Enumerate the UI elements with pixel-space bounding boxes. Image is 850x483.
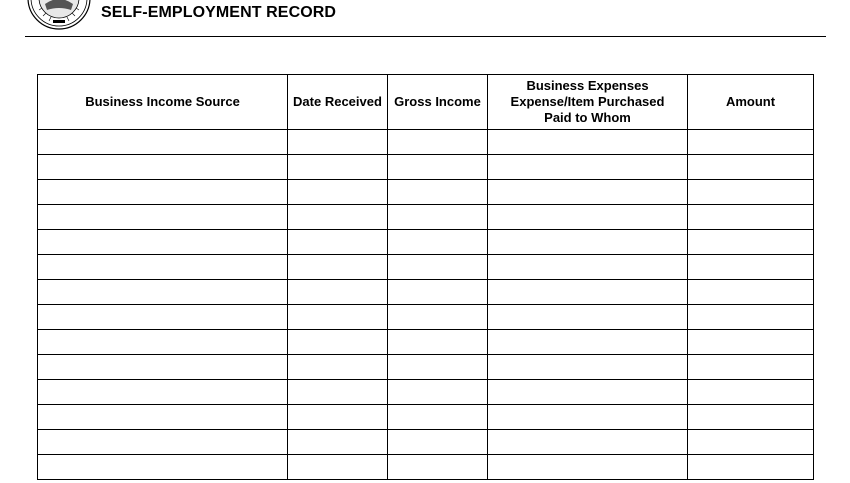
cell-input[interactable]	[688, 455, 813, 479]
cell-input[interactable]	[688, 130, 813, 154]
cell-input[interactable]	[288, 430, 387, 454]
cell-input[interactable]	[38, 430, 287, 454]
cell-input[interactable]	[488, 330, 687, 354]
cell-date-received[interactable]	[288, 155, 388, 180]
cell-amount[interactable]	[688, 255, 814, 280]
cell-input[interactable]	[488, 130, 687, 154]
cell-input[interactable]	[488, 430, 687, 454]
cell-input[interactable]	[688, 205, 813, 229]
cell-income-source[interactable]	[38, 230, 288, 255]
cell-input[interactable]	[38, 155, 287, 179]
cell-input[interactable]	[488, 205, 687, 229]
cell-gross-income[interactable]	[388, 355, 488, 380]
cell-input[interactable]	[388, 430, 487, 454]
cell-input[interactable]	[38, 180, 287, 204]
cell-input[interactable]	[38, 355, 287, 379]
table-row	[38, 155, 814, 180]
cell-input[interactable]	[488, 455, 687, 479]
table-row	[38, 330, 814, 355]
table-row	[38, 280, 814, 305]
cell-input[interactable]	[38, 255, 287, 279]
cell-input[interactable]	[688, 330, 813, 354]
cell-input[interactable]	[688, 230, 813, 254]
cell-input[interactable]	[388, 230, 487, 254]
cell-expenses[interactable]	[488, 355, 688, 380]
cell-expenses[interactable]	[488, 155, 688, 180]
table-row	[38, 130, 814, 155]
column-header-date-received: Date Received	[288, 75, 388, 130]
cell-date-received[interactable]	[288, 455, 388, 480]
cell-date-received[interactable]	[288, 230, 388, 255]
table-row	[38, 405, 814, 430]
cell-amount[interactable]	[688, 205, 814, 230]
cell-input[interactable]	[388, 180, 487, 204]
cell-input[interactable]	[388, 405, 487, 429]
cell-input[interactable]	[388, 155, 487, 179]
cell-input[interactable]	[288, 355, 387, 379]
cell-income-source[interactable]	[38, 455, 288, 480]
cell-date-received[interactable]	[288, 280, 388, 305]
cell-input[interactable]	[388, 130, 487, 154]
cell-expenses[interactable]	[488, 380, 688, 405]
cell-expenses[interactable]	[488, 230, 688, 255]
cell-amount[interactable]	[688, 230, 814, 255]
cell-input[interactable]	[488, 255, 687, 279]
table-row	[38, 230, 814, 255]
cell-expenses[interactable]	[488, 180, 688, 205]
cell-input[interactable]	[288, 455, 387, 479]
cell-input[interactable]	[688, 155, 813, 179]
table-row	[38, 455, 814, 480]
cell-input[interactable]	[688, 405, 813, 429]
cell-income-source[interactable]	[38, 255, 288, 280]
cell-income-source[interactable]	[38, 355, 288, 380]
cell-date-received[interactable]	[288, 380, 388, 405]
cell-expenses[interactable]	[488, 405, 688, 430]
cell-input[interactable]	[388, 280, 487, 304]
cell-date-received[interactable]	[288, 180, 388, 205]
column-header-income-source: Business Income Source	[38, 75, 288, 130]
cell-input[interactable]	[38, 380, 287, 404]
cell-income-source[interactable]	[38, 205, 288, 230]
table-row	[38, 255, 814, 280]
cell-input[interactable]	[688, 355, 813, 379]
cell-input[interactable]	[388, 255, 487, 279]
cell-amount[interactable]	[688, 180, 814, 205]
title-divider	[25, 36, 826, 37]
cell-amount[interactable]	[688, 355, 814, 380]
cell-date-received[interactable]	[288, 255, 388, 280]
cell-input[interactable]	[488, 305, 687, 329]
cell-gross-income[interactable]	[388, 130, 488, 155]
cell-input[interactable]	[388, 455, 487, 479]
cell-income-source[interactable]	[38, 130, 288, 155]
cell-income-source[interactable]	[38, 305, 288, 330]
cell-amount[interactable]	[688, 380, 814, 405]
table-row	[38, 355, 814, 380]
cell-input[interactable]	[388, 380, 487, 404]
cell-input[interactable]	[388, 205, 487, 229]
cell-amount[interactable]	[688, 155, 814, 180]
column-header-line: Paid to Whom	[544, 110, 631, 125]
table-row	[38, 430, 814, 455]
cell-expenses[interactable]	[488, 305, 688, 330]
cell-income-source[interactable]	[38, 280, 288, 305]
cell-date-received[interactable]	[288, 330, 388, 355]
cell-amount[interactable]	[688, 405, 814, 430]
cell-input[interactable]	[38, 305, 287, 329]
column-header-line: Business Expenses	[526, 78, 649, 93]
cell-income-source[interactable]	[38, 380, 288, 405]
self-employment-table	[37, 74, 814, 480]
cell-input[interactable]	[38, 330, 287, 354]
cell-gross-income[interactable]	[388, 180, 488, 205]
cell-amount[interactable]	[688, 330, 814, 355]
cell-input[interactable]	[288, 155, 387, 179]
cell-income-source[interactable]	[38, 430, 288, 455]
cell-gross-income[interactable]	[388, 205, 488, 230]
cell-input[interactable]	[288, 405, 387, 429]
cell-date-received[interactable]	[288, 405, 388, 430]
cell-gross-income[interactable]	[388, 380, 488, 405]
cell-input[interactable]	[688, 380, 813, 404]
cell-expenses[interactable]	[488, 280, 688, 305]
cell-income-source[interactable]	[38, 180, 288, 205]
cell-gross-income[interactable]	[388, 230, 488, 255]
cell-input[interactable]	[38, 230, 287, 254]
cell-gross-income[interactable]	[388, 405, 488, 430]
cell-input[interactable]	[388, 305, 487, 329]
cell-amount[interactable]	[688, 305, 814, 330]
cell-input[interactable]	[288, 330, 387, 354]
cell-date-received[interactable]	[288, 205, 388, 230]
cell-expenses[interactable]	[488, 430, 688, 455]
cell-input[interactable]	[688, 430, 813, 454]
table-row	[38, 305, 814, 330]
table-header-row	[38, 75, 814, 130]
page-title: SELF-EMPLOYMENT RECORD	[101, 4, 337, 21]
cell-input[interactable]	[288, 380, 387, 404]
cell-gross-income[interactable]	[388, 330, 488, 355]
column-header-line: Expense/Item Purchased	[510, 94, 665, 109]
cell-input[interactable]	[488, 380, 687, 404]
cell-gross-income[interactable]	[388, 430, 488, 455]
state-seal-icon	[27, 0, 91, 30]
cell-income-source[interactable]	[38, 330, 288, 355]
cell-gross-income[interactable]	[388, 280, 488, 305]
cell-date-received[interactable]	[288, 305, 388, 330]
cell-gross-income[interactable]	[388, 305, 488, 330]
cell-input[interactable]	[488, 355, 687, 379]
cell-expenses[interactable]	[488, 455, 688, 480]
cell-expenses[interactable]	[488, 330, 688, 355]
cell-income-source[interactable]	[38, 155, 288, 180]
cell-input[interactable]	[38, 405, 287, 429]
cell-expenses[interactable]	[488, 205, 688, 230]
cell-input[interactable]	[688, 280, 813, 304]
column-header-amount: Amount	[688, 75, 814, 130]
cell-input[interactable]	[288, 205, 387, 229]
cell-input[interactable]	[288, 180, 387, 204]
column-header-business-expenses	[488, 75, 688, 130]
cell-gross-income[interactable]	[388, 155, 488, 180]
cell-input[interactable]	[288, 130, 387, 154]
cell-input[interactable]	[488, 230, 687, 254]
cell-input[interactable]	[388, 355, 487, 379]
cell-input[interactable]	[288, 305, 387, 329]
cell-input[interactable]	[488, 280, 687, 304]
cell-date-received[interactable]	[288, 430, 388, 455]
cell-amount[interactable]	[688, 280, 814, 305]
cell-input[interactable]	[688, 255, 813, 279]
table-row	[38, 180, 814, 205]
cell-input[interactable]	[688, 305, 813, 329]
cell-amount[interactable]	[688, 455, 814, 480]
table-row	[38, 380, 814, 405]
cell-expenses[interactable]	[488, 130, 688, 155]
cell-expenses[interactable]	[488, 255, 688, 280]
cell-input[interactable]	[688, 180, 813, 204]
cell-input[interactable]	[488, 155, 687, 179]
cell-income-source[interactable]	[38, 405, 288, 430]
cell-input[interactable]	[488, 405, 687, 429]
cell-input[interactable]	[388, 330, 487, 354]
cell-gross-income[interactable]	[388, 455, 488, 480]
cell-input[interactable]	[38, 455, 287, 479]
cell-input[interactable]	[38, 205, 287, 229]
cell-amount[interactable]	[688, 430, 814, 455]
cell-input[interactable]	[38, 130, 287, 154]
cell-gross-income[interactable]	[388, 255, 488, 280]
column-header-gross-income: Gross Income	[388, 75, 488, 130]
cell-date-received[interactable]	[288, 130, 388, 155]
table-body	[38, 130, 814, 480]
cell-input[interactable]	[488, 180, 687, 204]
cell-input[interactable]	[288, 280, 387, 304]
cell-amount[interactable]	[688, 130, 814, 155]
cell-date-received[interactable]	[288, 355, 388, 380]
table-row	[38, 205, 814, 230]
cell-input[interactable]	[288, 230, 387, 254]
cell-input[interactable]	[38, 280, 287, 304]
cell-input[interactable]	[288, 255, 387, 279]
